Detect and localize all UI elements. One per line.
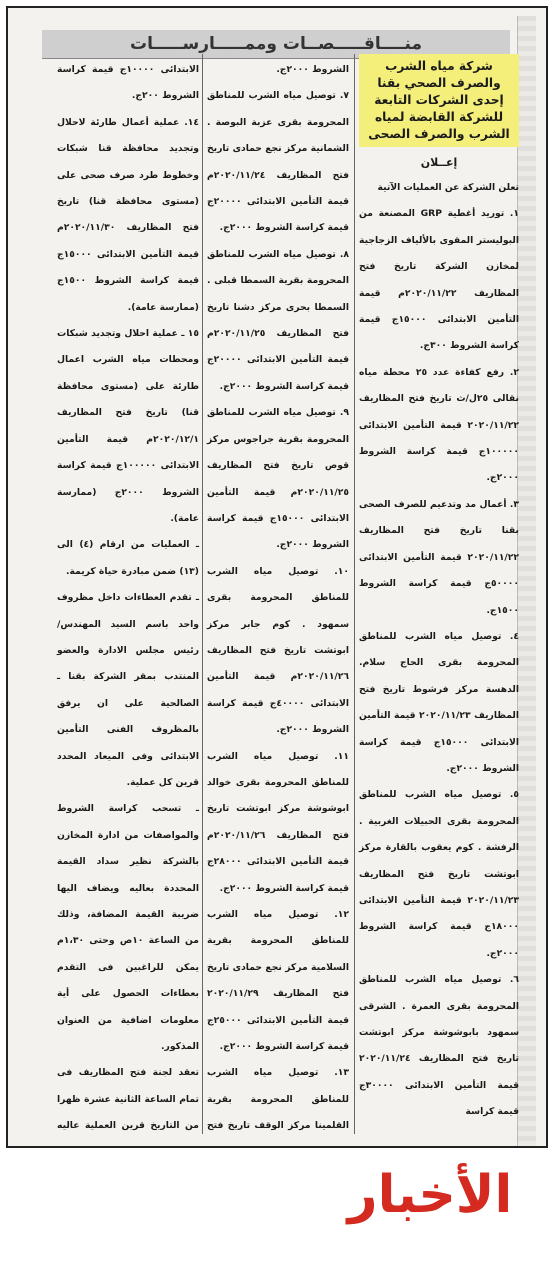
tender-item: ٧. توصيل مياه الشرب للمناطق المحرومة بقرى عزبة البوصة . الشمانية مركز نجع حمادى تاريخ فتح المظاريف ٢٠٢٠/١١/٢٤م قيمة التأمين الابتدائى ٢٠٠٠٠ج قيمة كراسة الشروط ٢٠٠٠ج. (207, 90, 349, 234)
tender-item: الشروط ٢٠٠٠ج. (276, 64, 349, 75)
company-headline: شركة مياه الشرب والصرف الصحي بقنا إحدى الشركات التابعة للشركة القابضة لمياه الشرب والصرف الصحى (359, 54, 519, 147)
column-3 (57, 57, 199, 1137)
intro-text: تعلن الشركة عن العمليات الآتية (377, 182, 519, 193)
column-rule (202, 54, 203, 1134)
tender-item: ٨. توصيل مياه الشرب للمناطق المحرومة بقرية السمطا قبلى . السمطا بحرى مركز دشنا تاريخ فتح المظاريف ٢٠٢٠/١١/٢٥م قيمة التأمين الابتدائى ٢٠٠٠٠ج قيمة كراسة الشروط ٢٠٠٠ج. (207, 248, 349, 392)
tender-item: ٥. توصيل مياه الشرب للمناطق المحرومة بقرى الحبيلات الغربية . الرفشة . كوم يعقوب بالقارة مركز ابوتشت تاريخ فتح المظاريف ٢٠٢٠/١١/٢٣ قيمة التأمين الابتدائى ١٨٠٠٠ج قيمة كراسة الشروط ٢٠٠٠ج. (359, 789, 519, 959)
column-rule (354, 54, 355, 1134)
tender-item: ١٣. توصيل مياه الشرب للمناطق المحرومة بقرية القلمينا مركز الوقف تاريخ فتح (207, 1067, 349, 1132)
section-banner: منــــاقـــــصــات وممـــــارســـــات (42, 30, 510, 59)
tender-item: ١٢. توصيل مياه الشرب للمناطق المحرومة بقرية السلامية مركز نجع حمادى تاريخ فتح المظاريف ٢٠٢٠/١١/٢٩ قيمة التأمين الابتدائى ٢٥٠٠٠ج قيمة كراسة الشروط ٢٠٠٠ج. (207, 909, 349, 1053)
note-text: تعقد لجنة فتح المظاريف فى تمام الساعة الثانية عشرة ظهرا من التاريخ قرين العملية عاليه (57, 1067, 199, 1132)
column-1 (359, 54, 519, 1134)
logo-text: الأخبار (347, 1165, 513, 1225)
announcement-title: إعــلان (420, 156, 458, 169)
tender-item: ٤. توصيل مياه الشرب للمناطق المحرومة بقرى الحاج سلام. الدهسة مركز فرشوط تاريخ فتح المظاريف ٢٠٢٠/١١/٢٣ قيمة التأمين الابتدائى ١٥٠٠٠ج قيمة كراسة الشروط ٢٠٠٠ج. (359, 630, 519, 774)
tender-item: ٩. توصيل مياه الشرب للمناطق المحرومة بقرية جراجوس مركز قوص تاريخ فتح المظاريف ٢٠٢٠/١١/٢٥م قيمة التأمين الابتدائى ١٥٠٠٠ج قيمة كراسة الشروط ٢٠٠٠ج. (207, 407, 349, 551)
column-2 (207, 57, 349, 1137)
newspaper-logo (320, 1158, 540, 1230)
tender-item: الابتدائى ١٠٠٠٠ج قيمة كراسة الشروط ٢٠٠ج. (57, 64, 199, 102)
tender-item: ١٠. توصيل مياه الشرب للمناطق المحرومة بقرى سمهود . كوم جابر مركز ابوتشت تاريخ فتح المظاريف ٢٠٢٠/١١/٢٦م قيمة التأمين الابتدائى ٤٠٠٠٠ج قيمة كراسة الشروط ٢٠٠٠ج. (207, 565, 349, 736)
tender-item: ١٥ ـ عملية احلال وتجديد شبكات ومحطات مياه الشرب اعمال طارئة على (مستوى محافظة قنا) تاريخ فتح المظاريف ٢٠٢٠/١٢/١م قيمة التأمين الابتدائى ١٠٠٠٠٠ج قيمة كراسة الشروط ٢٠٠٠ج (ممارسة عامة). (57, 328, 199, 524)
tender-item: ٦. توصيل مياه الشرب للمناطق المحرومة بقرى العمرة . الشرقى سمهود بابوشوشة مركز ابوتشت تاريخ فتح المظاريف ٢٠٢٠/١١/٢٤ قيمة التأمين الابتدائى ٣٠٠٠٠ج قيمة كراسة (359, 974, 519, 1118)
note-text: ـ تسحب كراسة الشروط والمواصفات من ادارة المخازن بالشركة نظير سداد القيمة المحددة بعاليه ويضاف اليها ضريبة القيمة المضافة، وذلك من الساعة ١٠ص وحتى ١،٣٠م يمكن للراغبين فى التقدم بعطاءات الحصول على أية معلومات اضافية من العنوان المذكور. (57, 803, 199, 1053)
tender-item: ١. توريد أغطية GRP المصنعة من البوليستر المقوى بالألياف الزجاجية لمخازن الشركة تاريخ فتح المظاريف ٢٠٢٠/١١/٢٢م قيمة التأمين الابتدائى ١٥٠٠٠ج قيمة كراسة الشروط ٣٠٠ج. (359, 208, 519, 352)
note-text: ـ تقدم العطاءات داخل مظروف واحد باسم السيد المهندس/ رئيس مجلس الادارة والعضو المنتدب بمقر الشركة بقنا ـ الصالحية على ان يرفق بالمظروف الفنى التأمين الابتدائى وفى الميعاد المحدد قرين كل عملية. (57, 592, 199, 788)
tender-item: ١٤. عملية أعمال طارئة لاحلال وتجديد محافظة قنا شبكات وخطوط طرد صرف صحى على (مستوى محافظة قنا) تاريخ فتح المظاريف ٢٠٢٠/١١/٣٠م قيمة التأمين الابتدائى ١٥٠٠٠ج قيمة كراسة الشروط ١٥٠٠ج (ممارسة عامة). (57, 116, 199, 313)
side-strip (517, 16, 536, 1146)
tender-item: ٢. رفع كفاءة عدد ٢٥ محطة مياه نقالى ٢٥ل/ث تاريخ فتح المظاريف ٢٠٢٠/١١/٢٢ قيمة التأمين الابتدائى ١٠٠٠٠٠ج قيمة كراسة الشروط ٢٠٠٠ج. (359, 366, 519, 484)
tender-item: ١١. توصيل مياه الشرب للمناطق المحرومة بقرى خوالد ابوشوشة مركز ابوتشت تاريخ فتح المظاريف ٢٠٢٠/١١/٢٦م قيمة التأمين الابتدائى ٢٨٠٠٠ج قيمة كراسة الشروط ٢٠٠٠ج. (207, 750, 349, 894)
tender-item: ٣. أعمال مد وتدعيم للصرف الصحى بقنا تاريخ فتح المظاريف ٢٠٢٠/١١/٢٢ قيمة التأمين الابتدائى ٥٠٠٠٠ج قيمة كراسة الشروط ١٥٠٠ج. (359, 498, 519, 616)
note-text: ـ العمليات من ارقام (٤) الى (١٣) ضمن مبادرة حياة كريمة. (57, 539, 199, 577)
